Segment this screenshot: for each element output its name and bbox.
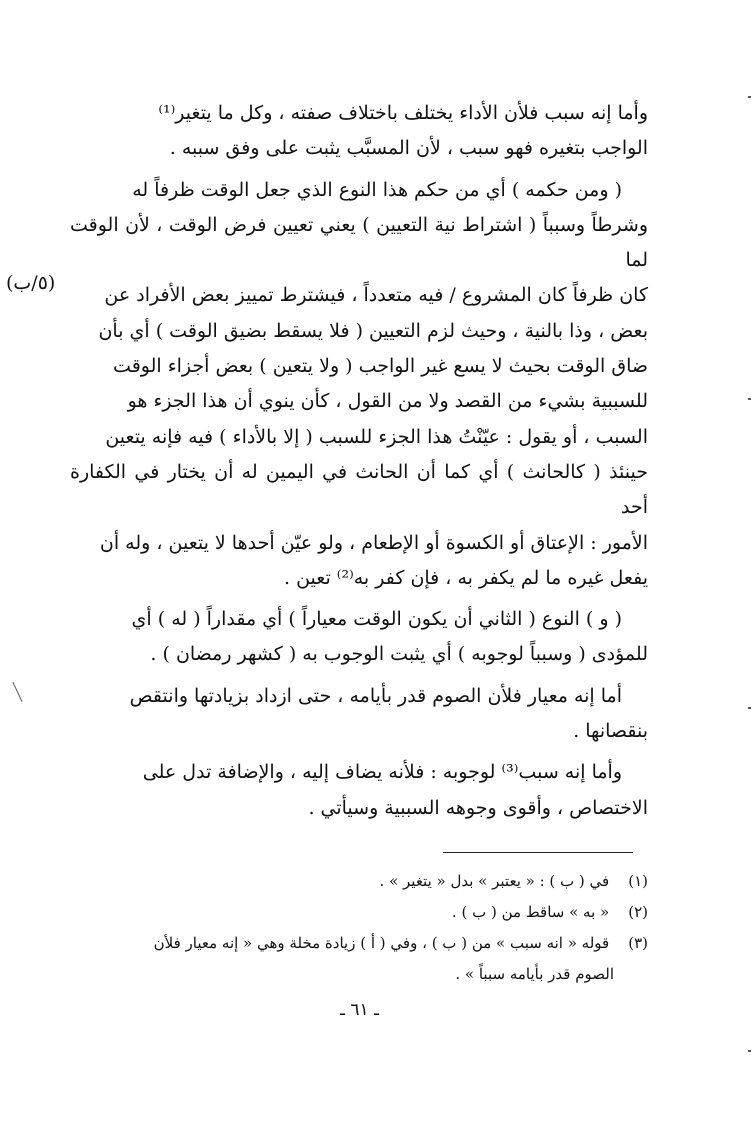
footnote-text: قوله « انه سبب » من ( ب ) ، وفي ( أ ) زيادة مخلة وهي « إنه معيار فلأن (153, 934, 610, 952)
scan-mark (748, 96, 751, 98)
text-line: حينئذ ( كالحانث ) أي كما أن الحانث في اليمين له أن يختار في الكفارة أحد (70, 460, 648, 519)
text-line: بعض ، وذا بالنية ، وحيث لزم التعيين ( فلا يسقط بضيق الوقت ) أي بأن (98, 319, 648, 342)
text-line: للمؤدى ( وسبباً لوجوبه ) أي يثبت الوجوب به ( كشهر رمضان ) . (150, 643, 648, 666)
text-line: الواجب بتغيره فهو سبب ، لأن المسبَّب يثبت على وفق سببه . (169, 137, 648, 160)
text-line: أما إنه معيار فلأن الصوم قدر بأيامه ، حتى ازداد بزيادتها وانتقص (129, 684, 622, 707)
text-line: السبب ، أو يقول : عيّنْتُ هذا الجزء للسبب ( إلا بالأداء ) فيه فإنه يتعين (105, 425, 648, 448)
text-line: وشرطاً وسبباً ( اشتراط نية التعيين ) يعني تعيين فرض الوقت ، لأن الوقت لما (70, 213, 648, 272)
text-line: وأما إنه سبب⁽³⁾ لوجوبه : فلأنه يضاف إليه ، والإضافة تدل على (142, 761, 622, 784)
scan-mark (748, 707, 751, 709)
footnote-text: « به » ساقط من ( ب ) . (451, 903, 610, 921)
footnote-number: (٢) (628, 903, 648, 921)
paragraph-3 (70, 602, 648, 673)
text-line: ضاق الوقت بحيث لا يسع غير الواجب ( ولا يتعين ) بعض أجزاء الوقت (113, 355, 648, 378)
paragraph-2 (70, 173, 648, 597)
footnote-3-continued: الصوم قدر بأيامه سبباً » . (455, 965, 614, 983)
text-line: للسببية بشيء من القصد ولا من القول ، كأن ينوي أن هذا الجزء هو (127, 390, 648, 413)
text-line: ( ومن حكمه ) أي من حكم هذا النوع الذي جعل الوقت ظرفاً له (132, 178, 622, 201)
footnote-1 (74, 866, 648, 897)
paragraph-5 (70, 755, 648, 826)
footnote-number: (١) (628, 872, 648, 890)
paragraph-1 (70, 96, 648, 167)
paragraph-4 (70, 679, 648, 750)
text-line: الاختصاص ، وأقوى وجوهه السببية وسيأتي . (308, 796, 648, 819)
main-text (70, 96, 648, 826)
scan-mark (748, 398, 751, 400)
text-line: يفعل غيره ما لم يكفر به ، فإن كفر به⁽²⁾ تعين . (284, 566, 648, 589)
text-line: بنقصانها . (573, 720, 648, 743)
footnote-3 (74, 928, 648, 959)
footnote-number: (٣) (628, 934, 648, 952)
footnote-divider (443, 852, 633, 853)
scan-mark (748, 1050, 751, 1052)
footnotes (74, 866, 648, 990)
page-number: ـ ٦١ ـ (340, 1000, 380, 1020)
manuscript-folio-marker: (٥/ب) (6, 272, 56, 294)
footnote-text: في ( ب ) : « يعتبر » بدل « يتغير » . (379, 872, 610, 890)
footnote-2 (74, 897, 648, 928)
text-line: ( و ) النوع ( الثاني أن يكون الوقت معياراً ) أي مقداراً ( له ) أي (131, 608, 622, 631)
text-line: كان ظرفاً كان المشروع / فيه متعدداً ، فيشترط تمييز بعض الأفراد عن (104, 284, 648, 307)
text-line: وأما إنه سبب فلأن الأداء يختلف باختلاف صفته ، وكل ما يتغير⁽¹⁾ (158, 102, 648, 124)
text-line: الأمور : الإعتاق أو الكسوة أو الإطعام ، ولو عيّن أحدها لا يتعين ، وله أن (99, 531, 648, 554)
scan-mark (12, 682, 22, 702)
